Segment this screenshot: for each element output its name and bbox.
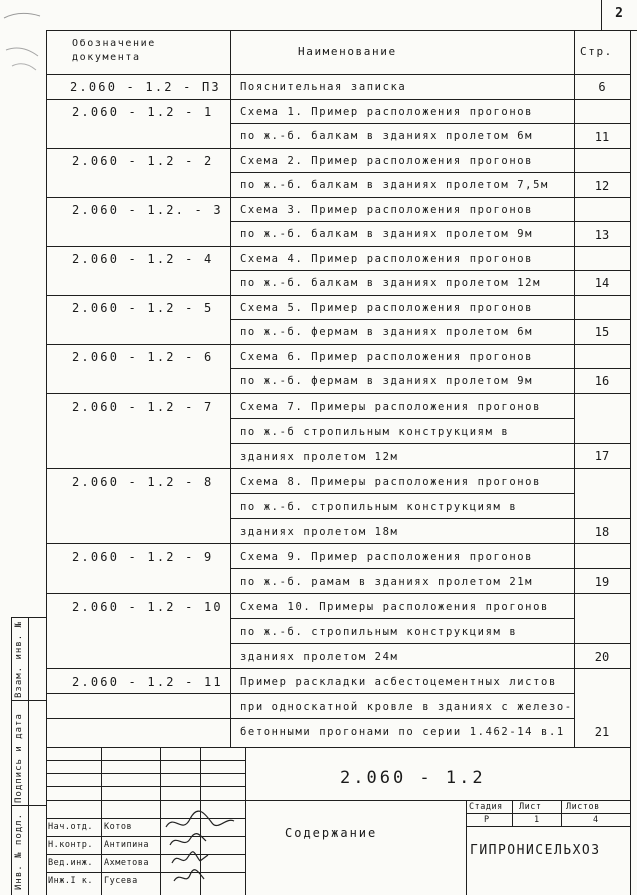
- side-strip-mid: [28, 617, 29, 895]
- row-line: [230, 643, 630, 644]
- row-name: по ж.-б стропильным конструкциям в: [240, 426, 510, 438]
- sig-role: Нач.отд.: [48, 822, 93, 832]
- row-page: 11: [594, 130, 610, 144]
- frame-left: [46, 30, 47, 895]
- org-name: ГИПРОНИСЕЛЬХОЗ: [470, 843, 601, 858]
- stage-box-col: [512, 800, 513, 826]
- sig-name: Ахметова: [104, 858, 149, 868]
- stage-box-line: [466, 813, 630, 814]
- side-label-podpis-data: Подпись и дата: [14, 713, 24, 803]
- row-page: 6: [598, 80, 606, 94]
- row-line: [46, 543, 630, 544]
- stage-label: Стадия: [469, 802, 503, 812]
- row-page: 18: [594, 525, 610, 539]
- stage-box-line: [466, 826, 630, 827]
- row-name: Схема 8. Примеры расположения прогонов: [240, 476, 542, 488]
- row-line: [230, 123, 630, 124]
- row-name: зданиях пролетом 12м: [240, 451, 399, 463]
- frame-top: [46, 30, 630, 31]
- col-sep-code: [230, 30, 231, 747]
- sig-name: Гусева: [104, 876, 138, 886]
- row-line: [230, 270, 630, 271]
- row-code: 2.060 - 1.2 - 10: [72, 600, 223, 614]
- sheet-number: 2: [615, 6, 623, 21]
- row-name: по ж.-б. стропильным конструкциям в: [240, 626, 518, 638]
- side-strip-line: [11, 617, 46, 618]
- row-code: 2.060 - 1.2 - 1: [72, 105, 214, 119]
- row-name: Схема 2. Пример расположения прогонов: [240, 155, 534, 167]
- row-page: 20: [594, 650, 610, 664]
- row-code: 2.060 - 1.2 - 6: [72, 350, 214, 364]
- row-page: 15: [594, 325, 610, 339]
- row-name: Схема 4. Пример расположения прогонов: [240, 253, 534, 265]
- row-name: Схема 5. Пример расположения прогонов: [240, 302, 534, 314]
- row-page: 16: [594, 374, 610, 388]
- row-line: [46, 693, 574, 694]
- row-name: Схема 9. Пример расположения прогонов: [240, 551, 534, 563]
- row-line: [46, 668, 630, 669]
- row-code: 2.060 - 1.2 - 8: [72, 475, 214, 489]
- title-block-line: [46, 786, 245, 787]
- row-page: 21: [594, 725, 610, 739]
- row-line: [46, 468, 630, 469]
- handwritten-signatures-icon: [160, 805, 245, 895]
- title-block-line: [46, 800, 245, 801]
- row-line: [230, 618, 574, 619]
- sheets-label: Листов: [566, 802, 600, 812]
- sig-role: Инж.I к.: [48, 876, 93, 886]
- header-designation-l1: Обозначение: [72, 38, 156, 49]
- row-line: [46, 148, 630, 149]
- row-page: 14: [594, 276, 610, 290]
- row-line: [230, 221, 630, 222]
- row-line: [46, 99, 630, 100]
- title-block-line: [46, 760, 245, 761]
- stage-box-left: [466, 800, 467, 895]
- row-line: [46, 593, 630, 594]
- row-code: 2.060 - 1.2 - 9: [72, 550, 214, 564]
- row-code: 2.060 - 1.2 - ПЗ: [70, 80, 221, 94]
- stage-box-col: [561, 800, 562, 826]
- row-name: Пояснительная записка: [240, 81, 407, 93]
- row-name: Схема 7. Примеры расположения прогонов: [240, 401, 542, 413]
- side-strip-line: [11, 700, 46, 701]
- faded-stamp-icon: [0, 0, 70, 80]
- row-line: [230, 319, 630, 320]
- row-line: [230, 568, 630, 569]
- row-name: Схема 1. Пример расположения прогонов: [240, 106, 534, 118]
- row-name: по ж.-б. фермам в зданиях пролетом 9м: [240, 375, 534, 387]
- row-line: [230, 172, 630, 173]
- row-code: 2.060 - 1.2 - 4: [72, 252, 214, 266]
- stage-value: Р: [484, 815, 490, 825]
- sig-role: Н.контр.: [48, 840, 93, 850]
- row-name: при односкатной кровле в зданиях с железо-: [240, 701, 573, 713]
- side-strip-line: [11, 805, 46, 806]
- row-name: бетонными прогонами по серии 1.462-14 в.1: [240, 726, 565, 738]
- row-line: [230, 418, 574, 419]
- row-page: 19: [594, 575, 610, 589]
- row-page: 12: [594, 179, 610, 193]
- row-line: [230, 443, 630, 444]
- doc-code: 2.060 - 1.2: [340, 768, 486, 788]
- row-code: 2.060 - 1.2 - 11: [72, 675, 223, 689]
- row-name: по ж.-б. стропильным конструкциям в: [240, 501, 518, 513]
- row-line: [46, 393, 630, 394]
- row-name: по ж.-б. балкам в зданиях пролетом 9м: [240, 228, 534, 240]
- row-name: зданиях пролетом 24м: [240, 651, 399, 663]
- row-name: по ж.-б. балкам в зданиях пролетом 12м: [240, 277, 542, 289]
- row-page: 17: [594, 449, 610, 463]
- row-name: Пример раскладки асбестоцементных листов: [240, 676, 557, 688]
- sig-role: Вед.инж.: [48, 858, 93, 868]
- side-strip-left: [11, 617, 12, 895]
- title-block-divider: [245, 747, 246, 895]
- header-designation-l2: документа: [72, 52, 141, 63]
- row-name: по ж.-б. балкам в зданиях пролетом 6м: [240, 130, 534, 142]
- title-block-top: [46, 747, 630, 748]
- sheets-value: 4: [593, 815, 599, 825]
- row-line: [46, 344, 630, 345]
- row-code: 2.060 - 1.2 - 2: [72, 154, 214, 168]
- side-label-vzam-inv: Взам. инв. №: [14, 620, 24, 698]
- title-block-line: [245, 800, 630, 801]
- header-name: Наименование: [298, 45, 397, 58]
- row-name: по ж.-б. балкам в зданиях пролетом 7,5м: [240, 179, 549, 191]
- title-block-col: [101, 747, 102, 895]
- row-name: Схема 6. Пример расположения прогонов: [240, 351, 534, 363]
- sheet-value: 1: [534, 815, 540, 825]
- row-name: по ж.-б. фермам в зданиях пролетом 6м: [240, 326, 534, 338]
- row-code: 2.060 - 1.2 - 7: [72, 400, 214, 414]
- row-name: зданиях пролетом 18м: [240, 526, 399, 538]
- row-line: [46, 197, 630, 198]
- row-line: [230, 493, 574, 494]
- side-label-inv-podl: Инв. № подл.: [14, 812, 24, 890]
- row-line: [230, 368, 630, 369]
- sheet-label: Лист: [519, 802, 542, 812]
- row-code: 2.060 - 1.2. - 3: [72, 203, 223, 217]
- row-name: по ж.-б. рамам в зданиях пролетом 21м: [240, 576, 534, 588]
- row-line: [230, 518, 630, 519]
- sig-name: Котов: [104, 822, 133, 832]
- row-line: [46, 718, 574, 719]
- doc-title: Содержание: [285, 826, 378, 840]
- row-line: [46, 246, 630, 247]
- header-page: Стр.: [580, 45, 613, 58]
- row-page: 13: [594, 228, 610, 242]
- row-line: [46, 74, 630, 75]
- row-name: Схема 3. Пример расположения прогонов: [240, 204, 534, 216]
- frame-right: [630, 30, 631, 895]
- row-code: 2.060 - 1.2 - 5: [72, 301, 214, 315]
- row-line: [46, 295, 630, 296]
- sig-name: Антипина: [104, 840, 149, 850]
- row-name: Схема 10. Примеры расположения прогонов: [240, 601, 549, 613]
- title-block-line: [46, 773, 245, 774]
